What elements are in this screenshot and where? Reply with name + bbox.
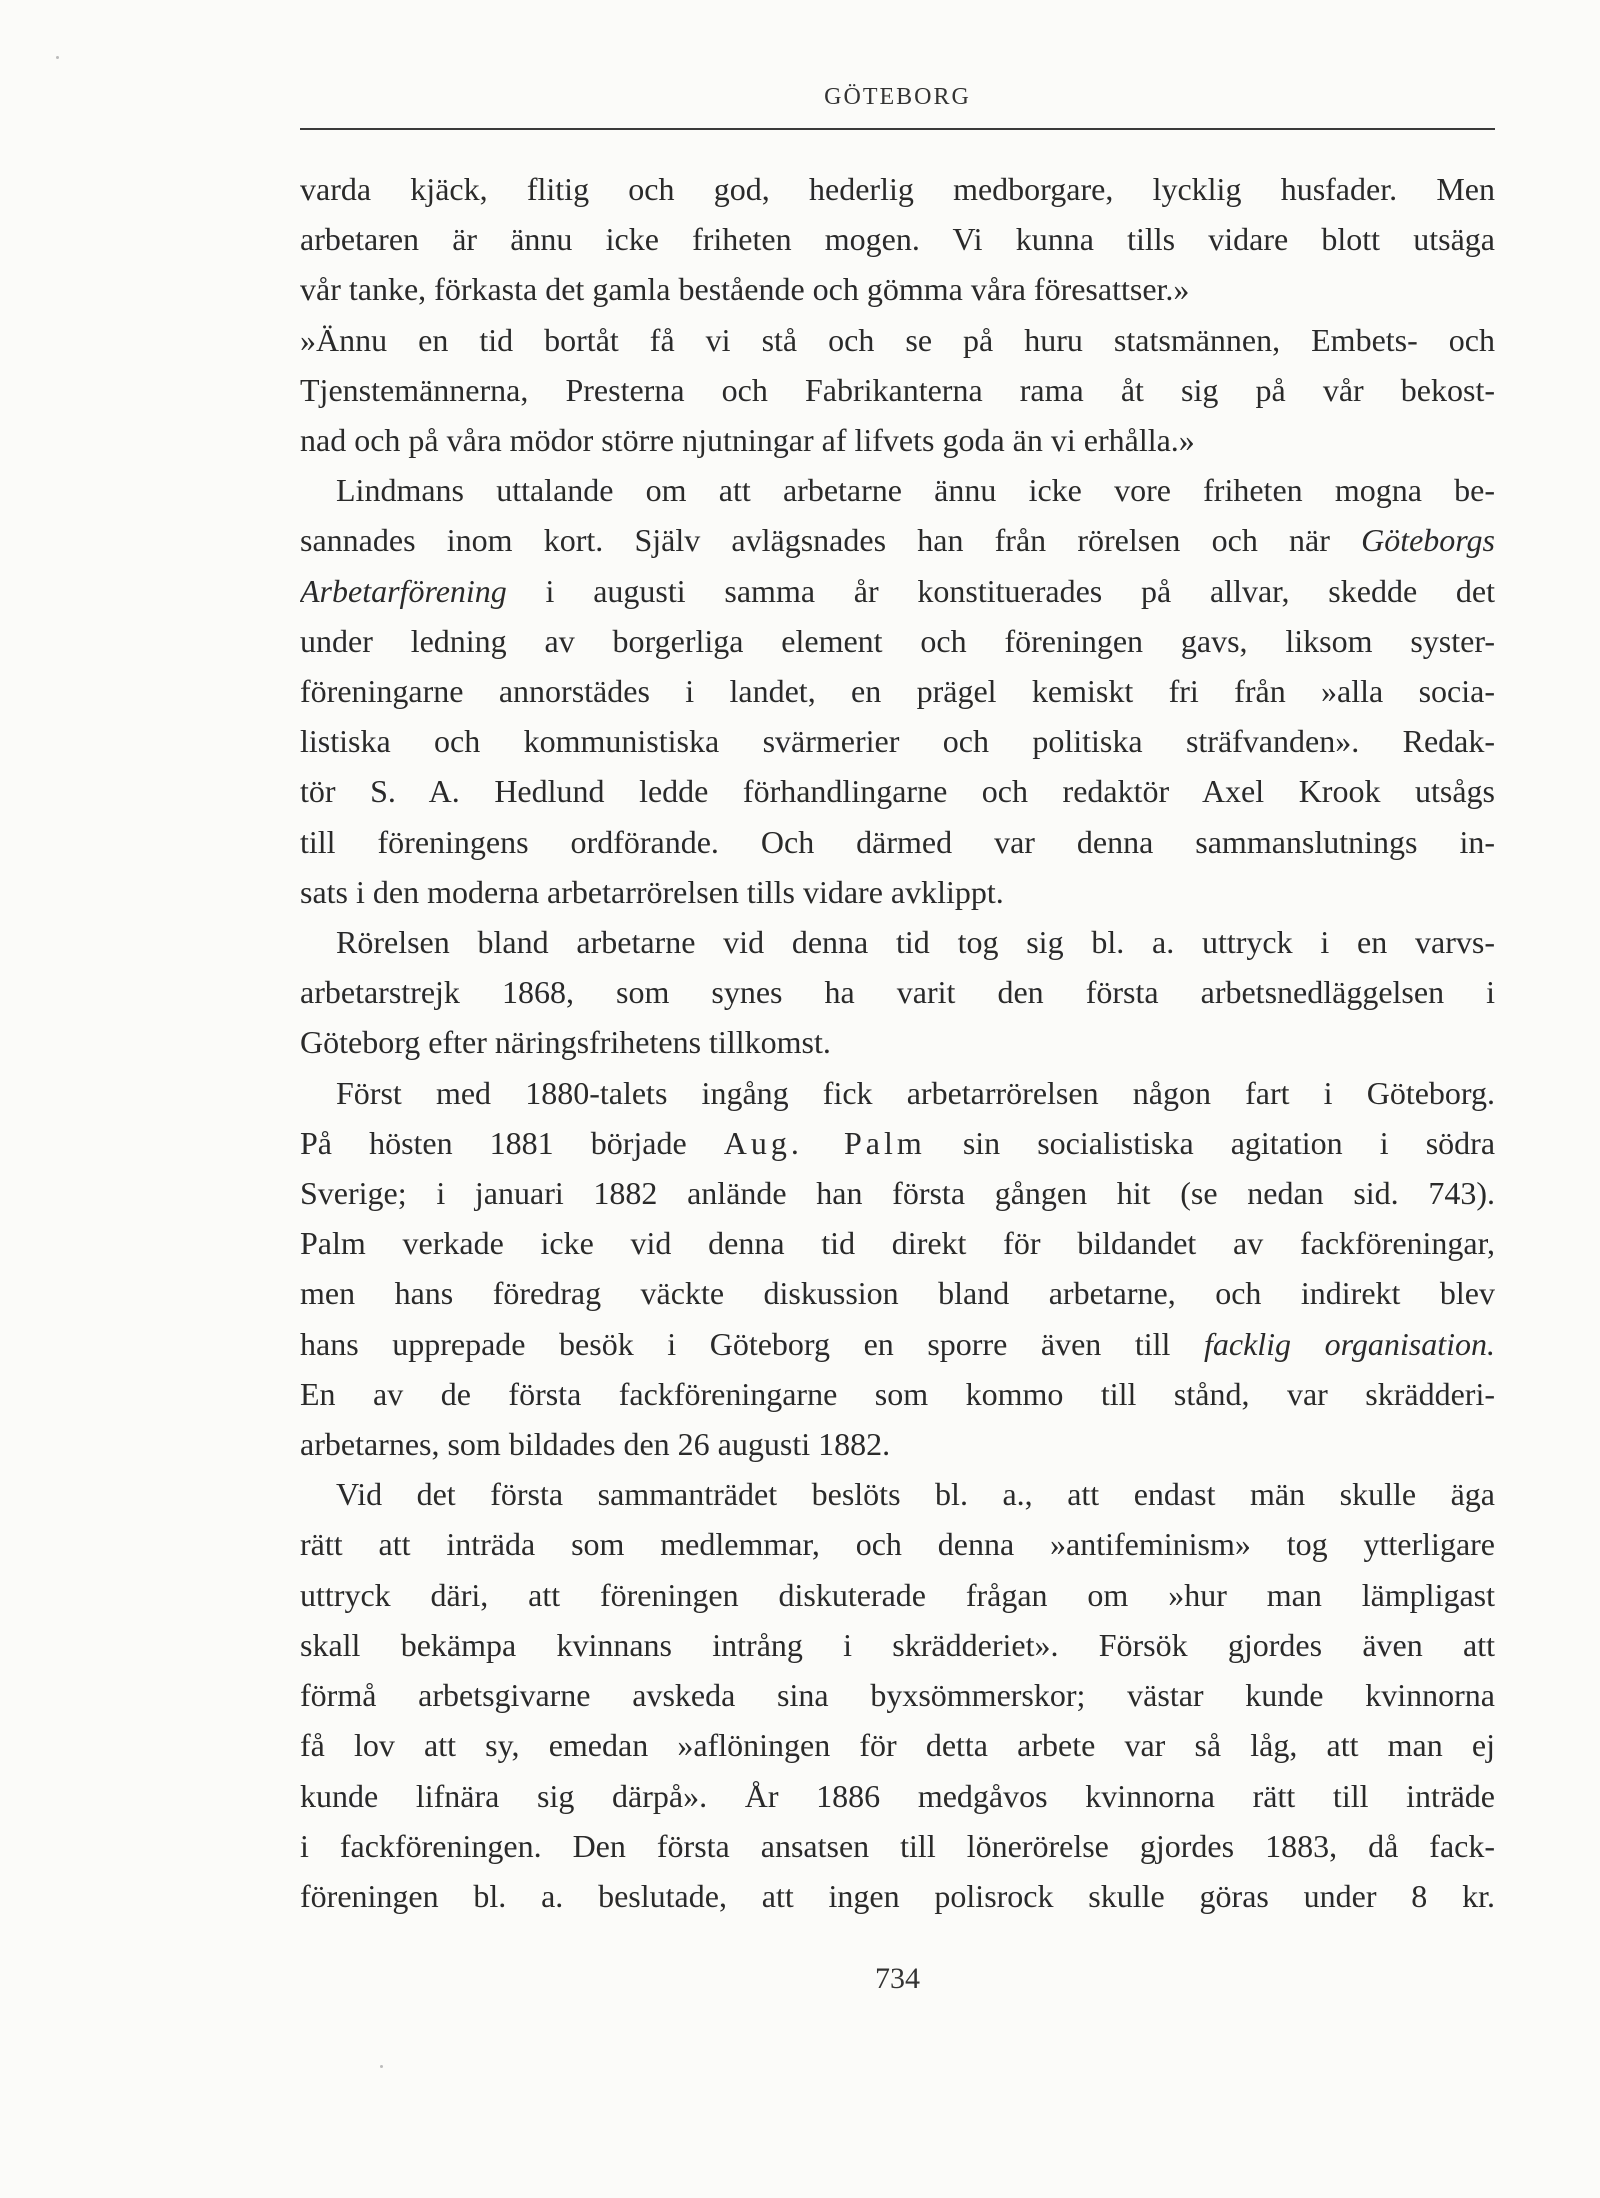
- text-line: listiska och kommunistiska svärmerier och politiska sträfvanden». Redak-: [300, 723, 1495, 760]
- text-run: På hösten 1881 började: [300, 1124, 724, 1161]
- text-line: En av de första fackföreningarne som kommo till stånd, var skrädderi-: [300, 1375, 1495, 1412]
- text-line: Tjenstemännerna, Presterna och Fabrikanterna rama åt sig på vår bekost-: [300, 371, 1495, 408]
- text-line: arbetaren är ännu icke friheten mogen. Vi kunna tills vidare blott utsäga: [300, 221, 1495, 258]
- text-line: föreningarne annorstädes i landet, en prägel kemiskt fri från »alla socia-: [300, 673, 1495, 710]
- text-line: Först med 1880-talets ingång fick arbetarrörelsen någon fart i Göteborg.: [336, 1074, 1495, 1111]
- text-run: hans upprepade besök i Göteborg en sporre även till: [300, 1325, 1204, 1362]
- text-line: vår tanke, förkasta det gamla bestående och gömma våra föresattser.»: [300, 271, 1190, 308]
- text-line: arbetarnes, som bildades den 26 augusti 1882.: [300, 1426, 891, 1463]
- header-rule: [300, 128, 1495, 130]
- paragraph-4: [300, 917, 1495, 1068]
- text-line: till föreningens ordförande. Och därmed var denna sammanslutnings in-: [300, 823, 1495, 860]
- paragraph-3: [300, 465, 1495, 917]
- text-line: [300, 1118, 1495, 1168]
- running-header: GÖTEBORG: [824, 84, 971, 110]
- paragraph-2: [300, 315, 1495, 466]
- text-line: Göteborg efter näringsfrihetens tillkomst.: [300, 1024, 831, 1061]
- paragraph-1: [300, 164, 1495, 315]
- text-line: [300, 1319, 1495, 1369]
- text-line: »Ännu en tid bortåt få vi stå och se på huru statsmännen, Embets- och: [300, 321, 1495, 358]
- paragraph-6: [300, 1469, 1495, 1921]
- spaced-name: Aug. Palm: [723, 1124, 926, 1161]
- text-line: skall bekämpa kvinnans intrång i skrädderiet». Försök gjordes även att: [300, 1626, 1495, 1663]
- text-line: rätt att inträda som medlemmar, och denna »antifeminism» tog ytterligare: [300, 1526, 1495, 1563]
- text-line: föreningen bl. a. beslutade, att ingen polisrock skulle göras under 8 kr.: [300, 1877, 1495, 1914]
- text-line: under ledning av borgerliga element och föreningen gavs, liksom syster-: [300, 622, 1495, 659]
- scan-speck: [56, 56, 59, 59]
- text-line: Vid det första sammanträdet beslöts bl. a., att endast män skulle äga: [336, 1476, 1495, 1513]
- text-line: [300, 515, 1495, 565]
- page-number: 734: [875, 1962, 920, 1995]
- italic-term: Göteborgs: [1361, 522, 1495, 559]
- paragraph-5: [300, 1068, 1495, 1470]
- text-line: Lindmans uttalande om att arbetarne ännu icke vore friheten mogna be-: [336, 472, 1495, 509]
- text-line: sats i den moderna arbetarrörelsen tills vidare avklippt.: [300, 873, 1004, 910]
- text-line: [300, 566, 1495, 616]
- scan-speck: [380, 2065, 383, 2068]
- text-run: sannades inom kort. Själv avlägsnades han från rörelsen och när: [300, 522, 1362, 559]
- text-line: men hans föredrag väckte diskussion bland arbetarne, och indirekt blev: [300, 1275, 1495, 1312]
- text-line: Rörelsen bland arbetarne vid denna tid tog sig bl. a. uttryck i en varvs-: [336, 924, 1495, 961]
- text-run: i augusti samma år konstituerades på allvar, skedde det: [506, 572, 1495, 609]
- italic-term: facklig organisation.: [1203, 1325, 1495, 1362]
- text-line: tör S. A. Hedlund ledde förhandlingarne och redaktör Axel Krook utsågs: [300, 773, 1495, 810]
- text-line: uttryck däri, att föreningen diskuterade frågan om »hur man lämpligast: [300, 1576, 1495, 1613]
- text-line: Palm verkade icke vid denna tid direkt för bildandet av fackföreningar,: [300, 1225, 1495, 1262]
- text-line: nad och på våra mödor större njutningar af lifvets goda än vi erhålla.»: [300, 422, 1195, 459]
- text-line: Sverige; i januari 1882 anlände han första gången hit (se nedan sid. 743).: [300, 1175, 1495, 1212]
- text-line: arbetarstrejk 1868, som synes ha varit den första arbetsnedläggelsen i: [300, 974, 1495, 1011]
- text-line: varda kjäck, flitig och god, hederlig medborgare, lycklig husfader. Men: [300, 171, 1495, 207]
- text-line: kunde lifnära sig därpå». År 1886 medgåvos kvinnorna rätt till inträde: [300, 1777, 1495, 1814]
- body-text: [300, 164, 1495, 1921]
- italic-term: Arbetarförening: [300, 572, 507, 609]
- book-page: [300, 0, 1495, 2198]
- text-run: sin socialistiska agitation i södra: [925, 1124, 1495, 1161]
- text-line: förmå arbetsgivarne avskeda sina byxsömmerskor; västar kunde kvinnorna: [300, 1677, 1495, 1714]
- text-line: i fackföreningen. Den första ansatsen till lönerörelse gjordes 1883, då fack-: [300, 1827, 1495, 1864]
- text-line: få lov att sy, emedan »aflöningen för detta arbete var så låg, att man ej: [300, 1727, 1495, 1764]
